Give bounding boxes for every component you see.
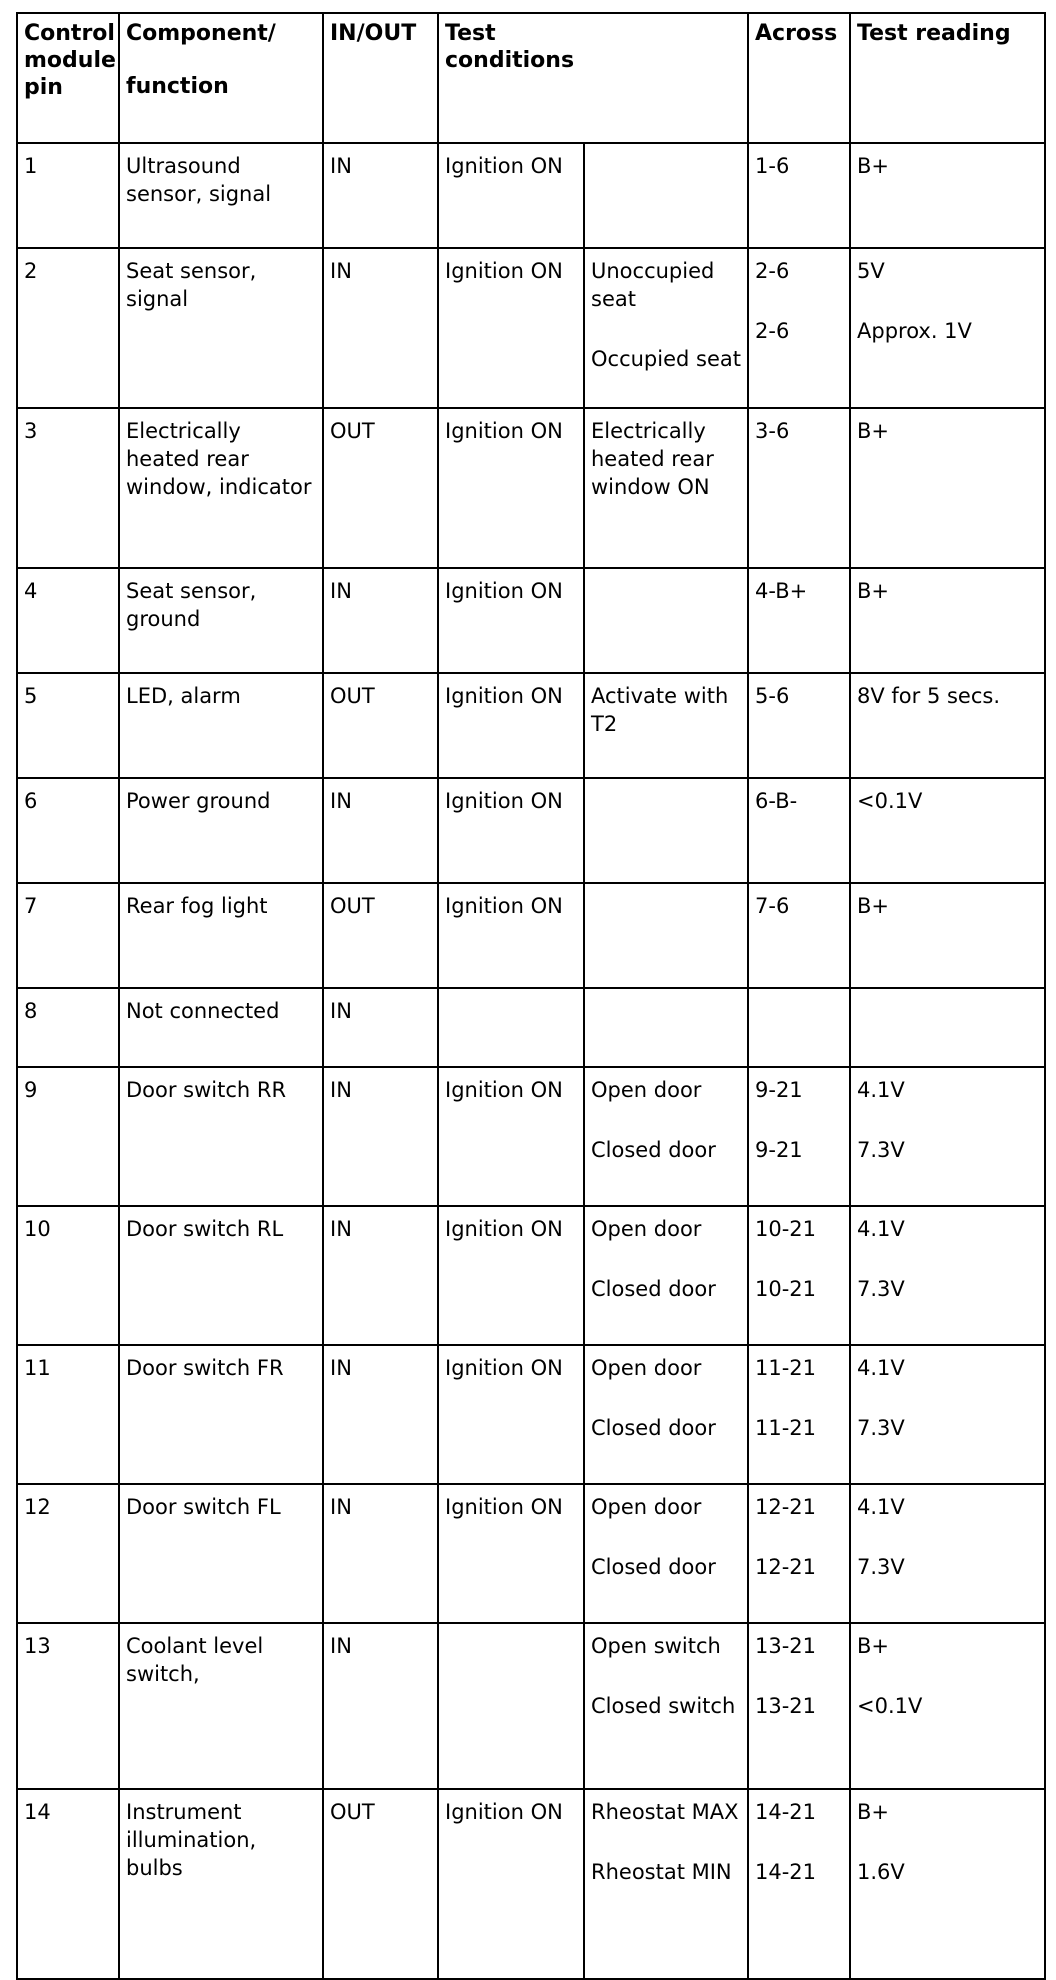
cell-io: OUT [323,408,438,568]
table-row [17,778,1045,883]
cell-across-line: 3-6 [755,419,790,443]
table-body [17,143,1045,1979]
cell-state [584,988,748,1067]
cell-reading [850,1789,1045,1979]
cell-pin: 6 [17,778,119,883]
cell-component: Door switch RL [119,1206,323,1345]
table-row [17,673,1045,778]
cell-reading-line: 4.1V [857,1078,905,1102]
cell-reading-line: <0.1V [857,1694,923,1718]
cell-state [584,143,748,248]
cell-across-line: 6-B- [755,789,798,813]
cell-reading [850,568,1045,673]
cell-reading [850,1206,1045,1345]
cell-component: Seat sensor, signal [119,248,323,408]
cell-across [748,1206,850,1345]
cell-reading [850,408,1045,568]
cell-across-line: 11-21 [755,1356,817,1380]
cell-condition: Ignition ON [438,883,584,988]
cell-reading-line: Approx. 1V [857,319,972,343]
cell-reading-line: B+ [857,1800,890,1824]
cell-reading-line: B+ [857,154,890,178]
cell-across [748,1623,850,1789]
table-row [17,1206,1045,1345]
cell-state [584,1484,748,1623]
cell-io: IN [323,143,438,248]
pin-test-table [16,12,1046,1980]
cell-reading [850,1484,1045,1623]
cell-condition: Ignition ON [438,1206,584,1345]
cell-state [584,568,748,673]
header-across: Across [748,13,850,143]
cell-state-line: Closed door [591,1416,716,1440]
table-row [17,408,1045,568]
cell-across [748,408,850,568]
cell-state [584,1345,748,1484]
cell-condition: Ignition ON [438,1789,584,1979]
cell-component: Door switch FL [119,1484,323,1623]
table-row [17,1067,1045,1206]
cell-pin: 14 [17,1789,119,1979]
cell-component: Instrument illumination, bulbs [119,1789,323,1979]
table-row [17,988,1045,1067]
cell-pin: 4 [17,568,119,673]
cell-reading [850,673,1045,778]
cell-reading [850,988,1045,1067]
header-component-line2: function [126,74,229,99]
cell-io: OUT [323,673,438,778]
cell-reading-line: B+ [857,419,890,443]
cell-reading [850,883,1045,988]
cell-reading-line: <0.1V [857,789,923,813]
table-row [17,1789,1045,1979]
cell-io: IN [323,248,438,408]
cell-condition [438,988,584,1067]
cell-across-line: 11-21 [755,1416,817,1440]
cell-state [584,248,748,408]
cell-io: OUT [323,883,438,988]
cell-state [584,1623,748,1789]
cell-state-line: Unoccupied seat [591,259,715,311]
cell-state-line: Rheostat MAX [591,1800,739,1824]
cell-state [584,1206,748,1345]
cell-reading-line: B+ [857,579,890,603]
cell-reading-line: 7.3V [857,1416,905,1440]
cell-across-line: 10-21 [755,1217,817,1241]
cell-across-line: 2-6 [755,259,790,283]
cell-across-line: 12-21 [755,1495,817,1519]
header-test-conditions [438,13,748,143]
cell-state [584,408,748,568]
cell-state-line: Activate with T2 [591,684,729,736]
cell-state-line: Closed switch [591,1694,736,1718]
table-row [17,248,1045,408]
cell-reading-line: 5V [857,259,885,283]
cell-condition: Ignition ON [438,778,584,883]
header-component [119,13,323,143]
cell-component: Not connected [119,988,323,1067]
cell-pin: 5 [17,673,119,778]
cell-reading [850,778,1045,883]
cell-condition: Ignition ON [438,568,584,673]
cell-state-line: Occupied seat [591,347,741,371]
cell-across-line: 2-6 [755,319,790,343]
cell-component: Coolant level switch, [119,1623,323,1789]
cell-state [584,1789,748,1979]
cell-pin: 1 [17,143,119,248]
cell-io: OUT [323,1789,438,1979]
cell-across [748,568,850,673]
cell-across-line: 12-21 [755,1555,817,1579]
cell-across [748,1067,850,1206]
cell-condition: Ignition ON [438,408,584,568]
cell-pin: 11 [17,1345,119,1484]
cell-state [584,673,748,778]
cell-reading-line: 4.1V [857,1217,905,1241]
cell-condition: Ignition ON [438,248,584,408]
cell-across-line: 9-21 [755,1078,803,1102]
cell-state-line: Open door [591,1078,702,1102]
cell-state-line: Open door [591,1217,702,1241]
cell-across-line: 4-B+ [755,579,808,603]
cell-state [584,778,748,883]
table-row [17,1345,1045,1484]
cell-io: IN [323,988,438,1067]
cell-state-line: Rheostat MIN [591,1860,732,1884]
cell-across-line: 14-21 [755,1800,817,1824]
cell-condition: Ignition ON [438,1345,584,1484]
cell-state-line: Open door [591,1495,702,1519]
cell-reading-line: 4.1V [857,1356,905,1380]
cell-reading-line: 7.3V [857,1555,905,1579]
cell-condition: Ignition ON [438,1067,584,1206]
cell-pin: 2 [17,248,119,408]
cell-component: LED, alarm [119,673,323,778]
cell-component: Power ground [119,778,323,883]
cell-component: Door switch FR [119,1345,323,1484]
cell-across [748,248,850,408]
cell-io: IN [323,568,438,673]
cell-across-line: 14-21 [755,1860,817,1884]
cell-across [748,143,850,248]
cell-across-line: 7-6 [755,894,790,918]
cell-reading-line: B+ [857,1634,890,1658]
cell-across [748,673,850,778]
cell-pin: 13 [17,1623,119,1789]
cell-reading [850,1067,1045,1206]
cell-across-line: 10-21 [755,1277,817,1301]
cell-pin: 8 [17,988,119,1067]
cell-across [748,778,850,883]
cell-reading-line: B+ [857,894,890,918]
cell-condition: Ignition ON [438,143,584,248]
cell-pin: 3 [17,408,119,568]
cell-reading-line: 8V for 5 secs. [857,684,1001,708]
cell-across-line: 1-6 [755,154,790,178]
cell-condition: Ignition ON [438,673,584,778]
cell-reading-line: 1.6V [857,1860,905,1884]
cell-component: Rear fog light [119,883,323,988]
cell-across-line: 13-21 [755,1694,817,1718]
cell-pin: 12 [17,1484,119,1623]
cell-component: Door switch RR [119,1067,323,1206]
table-row [17,883,1045,988]
cell-across-line: 9-21 [755,1138,803,1162]
cell-component: Electrically heated rear window, indicator [119,408,323,568]
cell-across-line: 5-6 [755,684,790,708]
header-test-conditions-text: Test conditions [445,21,575,73]
cell-pin: 10 [17,1206,119,1345]
header-component-line1: Component/ [126,21,276,46]
cell-across [748,1484,850,1623]
cell-state-line: Closed door [591,1277,716,1301]
cell-condition [438,1623,584,1789]
cell-across [748,988,850,1067]
cell-reading-line: 4.1V [857,1495,905,1519]
header-pin: Control module pin [17,13,119,143]
cell-io: IN [323,1345,438,1484]
cell-io: IN [323,1623,438,1789]
cell-state-line: Electrically heated rear window ON [591,419,714,499]
cell-reading [850,143,1045,248]
header-reading: Test reading [850,13,1045,143]
cell-state-line: Closed door [591,1138,716,1162]
table-header-row [17,13,1045,143]
table-row [17,1484,1045,1623]
cell-condition: Ignition ON [438,1484,584,1623]
table-row [17,568,1045,673]
cell-io: IN [323,1067,438,1206]
cell-pin: 9 [17,1067,119,1206]
cell-reading-line: 7.3V [857,1138,905,1162]
table-row [17,1623,1045,1789]
cell-io: IN [323,1206,438,1345]
cell-component: Ultrasound sensor, signal [119,143,323,248]
cell-across [748,1789,850,1979]
header-io: IN/OUT [323,13,438,143]
cell-state-line: Closed door [591,1555,716,1579]
cell-state-line: Open door [591,1356,702,1380]
cell-across [748,1345,850,1484]
table-row [17,143,1045,248]
cell-across [748,883,850,988]
cell-reading-line: 7.3V [857,1277,905,1301]
cell-pin: 7 [17,883,119,988]
cell-state [584,1067,748,1206]
cell-io: IN [323,778,438,883]
cell-reading [850,1623,1045,1789]
cell-reading [850,248,1045,408]
cell-reading [850,1345,1045,1484]
cell-state-line: Open switch [591,1634,721,1658]
cell-io: IN [323,1484,438,1623]
cell-component: Seat sensor, ground [119,568,323,673]
cell-across-line: 13-21 [755,1634,817,1658]
cell-state [584,883,748,988]
